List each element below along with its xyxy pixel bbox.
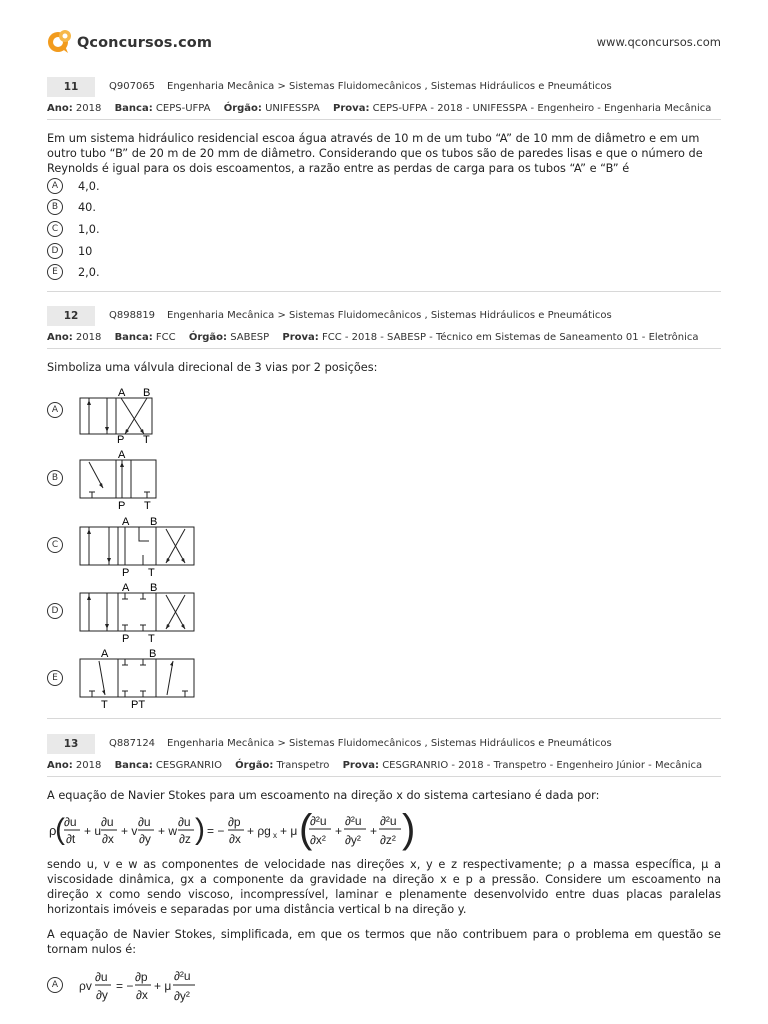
site-url[interactable]: www.qconcursos.com: [596, 35, 721, 49]
prova-value: FCC - 2018 - SABESP - Técnico em Sistemas de Saneamento 01 - Eletrônica: [321, 332, 699, 343]
banca-value: CEPS-UFPA: [155, 103, 211, 114]
question-11: [47, 77, 721, 176]
svg-text:∂z²: ∂z²: [380, 833, 396, 847]
navier-stokes-equation: [47, 806, 727, 854]
prova-label: Prova:: [282, 332, 319, 343]
svg-text:+ μ: + μ: [280, 824, 298, 838]
option-a[interactable]: [47, 178, 100, 194]
svg-text:+: +: [335, 824, 343, 838]
question-number: 12: [47, 306, 95, 326]
svg-text:∂y: ∂y: [139, 832, 151, 846]
option-text: 1,0.: [78, 222, 100, 236]
port-label: P: [122, 567, 130, 577]
question-id[interactable]: Q907065: [109, 81, 156, 92]
svg-text:∂²u: ∂²u: [380, 814, 397, 828]
valve-symbol-c: [77, 515, 217, 577]
svg-text:= −: = −: [207, 824, 225, 838]
svg-text:+: +: [370, 824, 378, 838]
svg-text:+ u: + u: [84, 824, 102, 838]
orgao-value: Transpetro: [276, 760, 330, 771]
banca-label: Banca:: [114, 760, 153, 771]
question-stem: Simboliza uma válvula direcional de 3 vias por 2 posições:: [47, 361, 378, 374]
question-13-options: [47, 966, 347, 1010]
divider: [47, 718, 721, 719]
question-subject-path: Engenharia Mecânica > Sistemas Fluidomecânicos , Sistemas Hidráulicos e Pneumáticos: [167, 738, 612, 749]
question-12: [47, 306, 721, 375]
svg-text:∂p: ∂p: [135, 970, 148, 984]
svg-text:∂²u: ∂²u: [174, 969, 191, 983]
svg-text:∂u: ∂u: [101, 815, 114, 829]
svg-text:+ μ: + μ: [154, 979, 172, 993]
question-meta: [47, 756, 721, 776]
port-label: P: [118, 500, 126, 510]
option-e[interactable]: [47, 670, 63, 686]
question-13-text: [47, 857, 721, 957]
svg-text:∂u: ∂u: [95, 970, 108, 984]
option-letter[interactable]: E: [47, 264, 63, 280]
port-label: PT: [131, 699, 146, 709]
option-b[interactable]: [47, 199, 96, 215]
site-name: Qconcursos.com: [77, 35, 213, 51]
svg-text:+ ρg: + ρg: [247, 824, 271, 838]
svg-text:): ): [402, 807, 416, 851]
svg-text:∂t: ∂t: [66, 832, 76, 846]
logo-icon: [47, 30, 73, 56]
svg-text:∂x: ∂x: [102, 832, 114, 846]
option-b[interactable]: [47, 470, 63, 486]
svg-text:+ w: + w: [158, 824, 178, 838]
question-meta: [47, 328, 721, 348]
orgao-value: SABESP: [230, 332, 270, 343]
question-header: [47, 77, 721, 97]
svg-text:∂u: ∂u: [178, 815, 191, 829]
svg-text:∂u: ∂u: [64, 815, 77, 829]
question-subject-path: Engenharia Mecânica > Sistemas Fluidomecânicos , Sistemas Hidráulicos e Pneumáticos: [167, 310, 612, 321]
prova-value: CESGRANRIO - 2018 - Transpetro - Engenheiro Júnior - Mecânica: [382, 760, 703, 771]
banca-label: Banca:: [114, 332, 153, 343]
svg-text:∂x: ∂x: [136, 988, 148, 1002]
divider: [47, 348, 721, 349]
svg-text:∂x²: ∂x²: [310, 833, 326, 847]
question-number: 11: [47, 77, 95, 97]
valve-symbol-e: [77, 647, 217, 709]
question-subject-path: Engenharia Mecânica > Sistemas Fluidomecânicos , Sistemas Hidráulicos e Pneumáticos: [167, 81, 612, 92]
orgao-value: UNIFESSPA: [265, 103, 320, 114]
svg-text:ρ: ρ: [49, 823, 57, 838]
question-id[interactable]: Q898819: [109, 310, 156, 321]
option-e[interactable]: [47, 264, 100, 280]
question-12-options: [47, 380, 721, 710]
port-label: T: [148, 633, 155, 643]
question-stem-prompt: A equação de Navier Stokes, simplificada, em que os termos que não contribuem para o problema em questão se tornam nulos é:: [47, 928, 721, 956]
option-letter[interactable]: D: [47, 603, 63, 619]
question-stem: Em um sistema hidráulico residencial escoa água através de 10 m de um tubo “A” de 10 mm de diâmetro e em um outro tubo “B” de 20 m de 20 mm de diâmetro. Considerando que os tubos são de paredes lisas e que o número de Reynolds é igual para os dois escoamentos, a razão entre as perdas de carga para os tubos “A” e “B” é: [47, 132, 703, 175]
ano-value: 2018: [75, 332, 102, 343]
ano-label: Ano:: [47, 332, 73, 343]
option-letter[interactable]: A: [47, 178, 63, 194]
logo[interactable]: [47, 30, 212, 56]
orgao-label: Órgão:: [223, 103, 262, 114]
svg-text:∂y²: ∂y²: [174, 989, 190, 1003]
port-label: T: [143, 434, 150, 444]
question-13: [47, 734, 721, 803]
svg-text:∂y²: ∂y²: [345, 833, 361, 847]
question-stem: A equação de Navier Stokes para um escoamento na direção x do sistema cartesiano é dada por:: [47, 789, 600, 802]
option-letter[interactable]: A: [47, 402, 63, 418]
ano-value: 2018: [75, 760, 102, 771]
banca-value: FCC: [155, 332, 176, 343]
valve-symbol-d: [77, 581, 217, 643]
svg-text:∂²u: ∂²u: [345, 814, 362, 828]
svg-text:= −: = −: [116, 979, 134, 993]
port-label: B: [143, 387, 151, 399]
port-label: B: [150, 582, 158, 594]
orgao-label: Órgão:: [235, 760, 274, 771]
option-letter[interactable]: D: [47, 243, 63, 259]
port-label: A: [101, 648, 109, 660]
divider: [47, 291, 721, 292]
svg-text:∂p: ∂p: [228, 815, 241, 829]
option-a-equation: [77, 966, 247, 1010]
orgao-label: Órgão:: [188, 332, 228, 343]
svg-text:∂y: ∂y: [96, 988, 108, 1002]
option-text: 40.: [78, 200, 96, 214]
svg-text:∂u: ∂u: [138, 815, 151, 829]
port-label: B: [150, 516, 158, 528]
port-label: T: [101, 699, 108, 709]
option-text: 2,0.: [78, 265, 100, 279]
option-letter[interactable]: C: [47, 221, 63, 237]
port-label: A: [118, 449, 126, 461]
option-letter[interactable]: E: [47, 670, 63, 686]
question-meta: [47, 99, 721, 119]
ano-value: 2018: [75, 103, 102, 114]
divider: [47, 776, 721, 777]
prova-label: Prova:: [342, 760, 379, 771]
question-11-options: [47, 176, 721, 286]
svg-text:): ): [195, 813, 205, 846]
option-d[interactable]: [47, 243, 92, 259]
option-a[interactable]: [47, 402, 63, 418]
option-text: 4,0.: [78, 179, 100, 193]
valve-symbol-a: [77, 382, 207, 444]
svg-text:ρv: ρv: [79, 979, 92, 993]
svg-text:(: (: [299, 807, 313, 851]
port-label: P: [117, 434, 125, 444]
ano-label: Ano:: [47, 103, 73, 114]
option-c[interactable]: [47, 221, 100, 237]
divider: [47, 119, 721, 120]
port-label: P: [122, 633, 130, 643]
port-label: T: [148, 567, 155, 577]
option-letter[interactable]: C: [47, 537, 63, 553]
question-number: 13: [47, 734, 95, 754]
prova-label: Prova:: [333, 103, 370, 114]
option-letter[interactable]: B: [47, 470, 63, 486]
port-label: A: [118, 387, 126, 399]
port-label: B: [149, 648, 157, 660]
ano-label: Ano:: [47, 760, 73, 771]
port-label: A: [122, 516, 130, 528]
question-id[interactable]: Q887124: [109, 738, 156, 749]
valve-symbol-b: [77, 448, 207, 510]
option-letter[interactable]: B: [47, 199, 63, 215]
page-header: [47, 30, 721, 60]
question-stem-continuation: sendo u, v e w as componentes de velocidade nas direções x, y e z respectivamente; ρ a massa específica, μ a viscosidade dinâmica, gx a componente da gravidade na direção x e p a pressão. Considere um escoamento na direção x como sendo viscoso, incompressível, laminar e plenamente desenvolvido entre duas placas paralelas horizontais imóveis e separadas por uma distância vertical b na direção y.: [47, 858, 721, 916]
svg-text:+ v: + v: [121, 824, 138, 838]
svg-text:(: (: [55, 813, 65, 846]
option-c[interactable]: [47, 537, 63, 553]
question-header: [47, 306, 721, 326]
svg-text:∂z: ∂z: [179, 832, 191, 846]
option-text: 10: [78, 244, 93, 258]
option-letter[interactable]: A: [47, 977, 63, 993]
prova-value: CEPS-UFPA - 2018 - UNIFESSPA - Engenheiro - Engenharia Mecânica: [372, 103, 712, 114]
option-d[interactable]: [47, 603, 63, 619]
port-label: T: [144, 500, 151, 510]
svg-text:∂x: ∂x: [229, 832, 241, 846]
option-a[interactable]: [47, 977, 63, 993]
svg-text:∂²u: ∂²u: [310, 814, 327, 828]
question-header: [47, 734, 721, 754]
port-label: A: [122, 582, 130, 594]
banca-value: CESGRANRIO: [155, 760, 222, 771]
banca-label: Banca:: [114, 103, 153, 114]
svg-text:x: x: [273, 831, 277, 840]
